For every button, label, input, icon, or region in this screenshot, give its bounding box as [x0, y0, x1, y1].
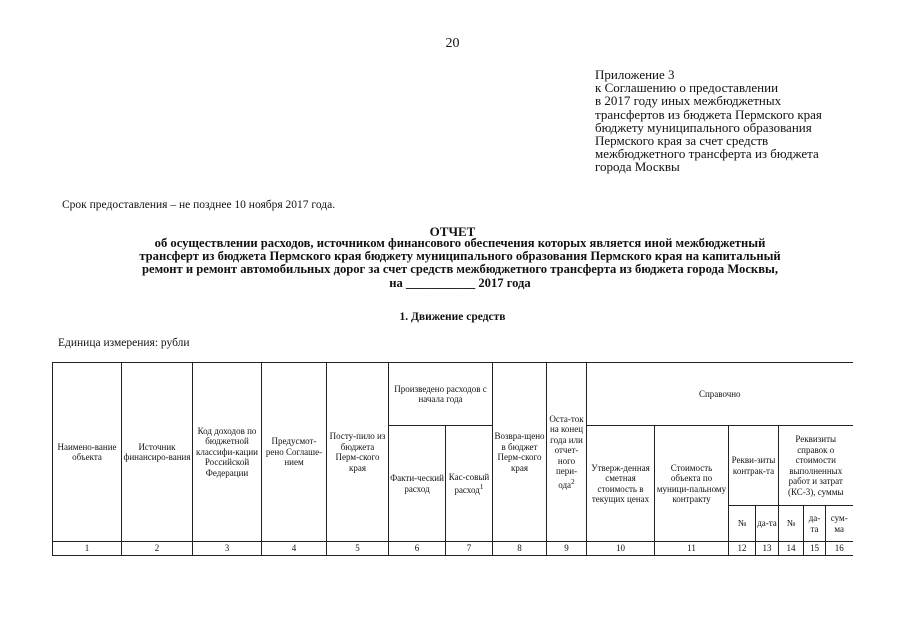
header-ks3-details: Реквизиты справок о стоимости выполненных работ и затрат (КС-3), суммы [779, 426, 853, 506]
column-number: 11 [655, 542, 729, 556]
appendix-line: в 2017 году иных межбюджетных [595, 93, 782, 109]
unit-label: Единица измерения: рубли [58, 337, 190, 349]
section-title: 1. Движение средств [399, 311, 506, 323]
appendix-line: трансфертов из бюджета Пермского края [595, 106, 822, 122]
footnote-mark: 1 [479, 482, 484, 491]
report-subtitle [70, 237, 850, 290]
header-reference-group: Справочно [587, 363, 853, 426]
subtitle-line: трансферт из бюджета Пермского края бюджету муниципального образования Пермского края на капитальный [139, 249, 781, 264]
column-number-row [53, 542, 853, 556]
column-number: 8 [493, 542, 547, 556]
column-number: 5 [327, 542, 389, 556]
funds-movement-table [52, 362, 853, 556]
page-number: 20 [445, 36, 460, 51]
column-number: 9 [547, 542, 587, 556]
column-number: 1 [53, 542, 122, 556]
column-number: 10 [587, 542, 655, 556]
header-contract-details: Рекви-зиты контрак-та [729, 426, 779, 506]
header-object-name: Наимено-вание объекта [53, 363, 122, 542]
subheader-ks3-sum: сум-ма [826, 506, 853, 542]
header-expenses-group: Произведено расходов с начала года [389, 363, 493, 426]
header-funding-source: Источник финансиро-вания [122, 363, 193, 542]
header-received: Посту-пило из бюджета Перм-ского края [327, 363, 389, 542]
column-number: 4 [262, 542, 327, 556]
header-cash-expense: Кас-совый расход$^1$ [446, 426, 493, 542]
column-number: 13 [756, 542, 779, 556]
header-budget-code: Код доходов по бюджетной классифи-кации Российской Федерации [193, 363, 262, 542]
appendix-line: к Соглашению о предоставлении [595, 80, 779, 96]
header-contract-cost: Стоимость объекта по муници-пальному контракту [655, 426, 729, 542]
column-number: 2 [122, 542, 193, 556]
column-number: 12 [729, 542, 756, 556]
column-number: 16 [826, 542, 853, 556]
column-number: 7 [446, 542, 493, 556]
header-returned: Возвра-щено в бюджет Перм-ского края [493, 363, 547, 542]
footnote-mark: 2 [571, 476, 575, 486]
subheader-contract-date: да-та [756, 506, 779, 542]
subheader-contract-no: № [729, 506, 756, 542]
column-number: 6 [389, 542, 446, 556]
column-number: 3 [193, 542, 262, 556]
subtitle-line: на ___________ 2017 года [389, 275, 531, 290]
header-planned: Предусмот-рено Соглаше-нием [262, 363, 327, 542]
appendix-line: Пермского края за счет средств [595, 133, 769, 149]
header-actual-expense: Факти-ческий расход [389, 426, 446, 542]
appendix-line: межбюджетного трансферта из бюджета [595, 146, 819, 162]
header-balance: Оста-ток на конец года или отчет-ного пери-ода$^2$ [547, 363, 587, 542]
deadline-text: Срок предоставления – не позднее 10 ноября 2017 года. [62, 199, 336, 211]
subtitle-line: ремонт и ремонт автомобильных дорог за счет средств межбюджетного трансферта из бюджета города Москвы, [142, 262, 778, 277]
column-number: 14 [779, 542, 804, 556]
header-approved-estimate: Утверж-денная сметная стоимость в текущих ценах [587, 426, 655, 542]
appendix-line: Приложение 3 [595, 67, 675, 82]
subheader-ks3-date: да-та [804, 506, 826, 542]
subtitle-line: об осуществлении расходов, источником финансового обеспечения которых является иной межбюджетный [154, 236, 766, 250]
column-number: 15 [804, 542, 826, 556]
appendix-line: города Москвы [595, 159, 680, 175]
subheader-ks3-no: № [779, 506, 804, 542]
appendix-block [595, 68, 885, 174]
appendix-line: бюджету муниципального образования [595, 119, 812, 135]
report-title: ОТЧЕТ [429, 224, 476, 239]
